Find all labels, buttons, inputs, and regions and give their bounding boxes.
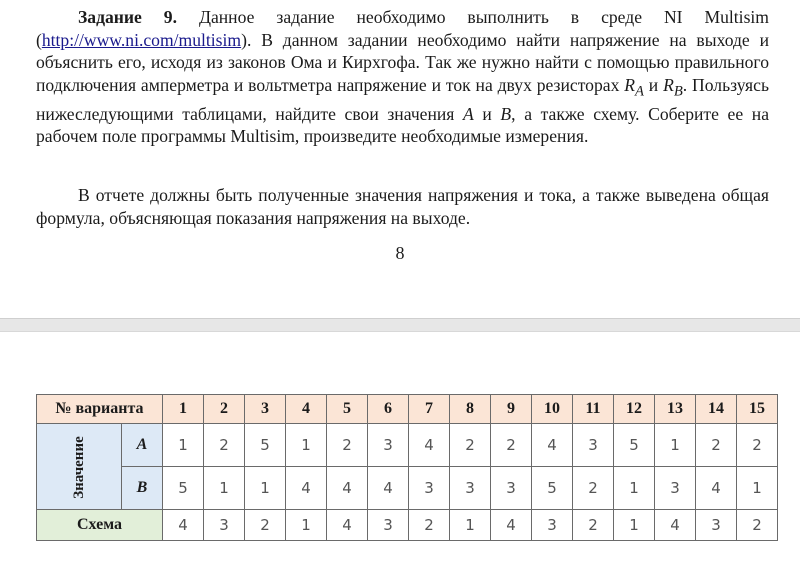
cell-scheme: 4: [327, 510, 368, 541]
cell-b: 4: [368, 467, 409, 510]
variant-number: 1: [163, 395, 204, 424]
cell-b: 3: [655, 467, 696, 510]
variant-number: 10: [532, 395, 573, 424]
cell-a: 4: [532, 424, 573, 467]
cell-a: 1: [655, 424, 696, 467]
cell-a: 3: [368, 424, 409, 467]
cell-a: 2: [737, 424, 778, 467]
cell-scheme: 4: [655, 510, 696, 541]
cell-a: 1: [163, 424, 204, 467]
cell-b: 2: [573, 467, 614, 510]
cell-b: 1: [737, 467, 778, 510]
cell-a: 2: [327, 424, 368, 467]
cell-scheme: 1: [614, 510, 655, 541]
variant-number: 13: [655, 395, 696, 424]
variant-number: 7: [409, 395, 450, 424]
cell-scheme: 2: [573, 510, 614, 541]
variant-number: 3: [245, 395, 286, 424]
multisim-link[interactable]: http://www.ni.com/multisim: [41, 29, 242, 50]
row-a-label: A: [122, 424, 163, 467]
cell-scheme: 3: [368, 510, 409, 541]
report-text: В отчете должны быть полученные значения напряжения и тока, а также выведена общая формула, объясняющая показания напряжения на выходе.: [36, 185, 769, 228]
cell-a: 2: [696, 424, 737, 467]
task-text: и: [473, 103, 501, 124]
cell-a: 1: [286, 424, 327, 467]
cell-b: 1: [614, 467, 655, 510]
cell-a: 5: [245, 424, 286, 467]
value-b-symbol: B: [500, 103, 512, 124]
variant-number: 14: [696, 395, 737, 424]
cell-b: 3: [409, 467, 450, 510]
cell-scheme: 1: [450, 510, 491, 541]
cell-a: 2: [204, 424, 245, 467]
table-row-b: [37, 467, 778, 510]
cell-scheme: 4: [491, 510, 532, 541]
variant-number: 9: [491, 395, 532, 424]
cell-a: 4: [409, 424, 450, 467]
cell-b: 3: [450, 467, 491, 510]
cell-b: 5: [163, 467, 204, 510]
cell-scheme: 3: [204, 510, 245, 541]
cell-b: 5: [532, 467, 573, 510]
variants-table: [36, 394, 778, 541]
variant-number: 15: [737, 395, 778, 424]
cell-scheme: 3: [696, 510, 737, 541]
cell-scheme: 2: [409, 510, 450, 541]
page-separator: [0, 318, 800, 332]
cell-b: 1: [204, 467, 245, 510]
cell-b: 4: [286, 467, 327, 510]
scheme-label: Схема: [37, 510, 163, 541]
variant-number: 2: [204, 395, 245, 424]
variant-header-label: № варианта: [37, 395, 163, 424]
cell-a: 5: [614, 424, 655, 467]
value-side-label: Значение: [37, 424, 122, 510]
variant-number: 11: [573, 395, 614, 424]
variant-header-row: [37, 395, 778, 424]
variant-number: 5: [327, 395, 368, 424]
cell-a: 2: [450, 424, 491, 467]
cell-scheme: 1: [286, 510, 327, 541]
value-a-symbol: A: [463, 103, 474, 124]
variant-number: 6: [368, 395, 409, 424]
cell-b: 3: [491, 467, 532, 510]
task-text: Данное задание необходимо выполнить в среде NI Multisim (: [36, 7, 769, 50]
cell-b: 4: [327, 467, 368, 510]
variant-number: 8: [450, 395, 491, 424]
variant-number: 4: [286, 395, 327, 424]
task-paragraph: [36, 6, 769, 148]
task-text: и: [643, 74, 664, 95]
cell-scheme: 2: [737, 510, 778, 541]
cell-scheme: 4: [163, 510, 204, 541]
task-text: , а также схему. Соберите ее на рабочем поле программы Multisim, произведите необходимые измерения.: [36, 103, 769, 147]
resistor-b-symbol: $R_B$: [663, 74, 683, 100]
task-text: . Пользуясь нижеследующими таблицами, найдите свои значения: [36, 74, 769, 124]
scheme-row: [37, 510, 778, 541]
task-text: ). В данном задании необходимо найти напряжение на выходе и объяснить его, исходя из законов Ома и Кирхгофа. Так же нужно найти с помощью правильного подключения амперметра и вольтметра напряжение и ток на двух резисторах: [36, 29, 769, 95]
report-paragraph: [36, 184, 769, 229]
variant-number: 12: [614, 395, 655, 424]
cell-scheme: 2: [245, 510, 286, 541]
task-label: Задание 9.: [78, 7, 178, 27]
cell-a: 3: [573, 424, 614, 467]
table-row-a: [37, 424, 778, 467]
cell-a: 2: [491, 424, 532, 467]
resistor-a-symbol: $R_A$: [624, 74, 644, 100]
cell-b: 1: [245, 467, 286, 510]
cell-b: 4: [696, 467, 737, 510]
row-b-label: B: [122, 467, 163, 510]
cell-scheme: 3: [532, 510, 573, 541]
page-number: 8: [395, 243, 405, 263]
